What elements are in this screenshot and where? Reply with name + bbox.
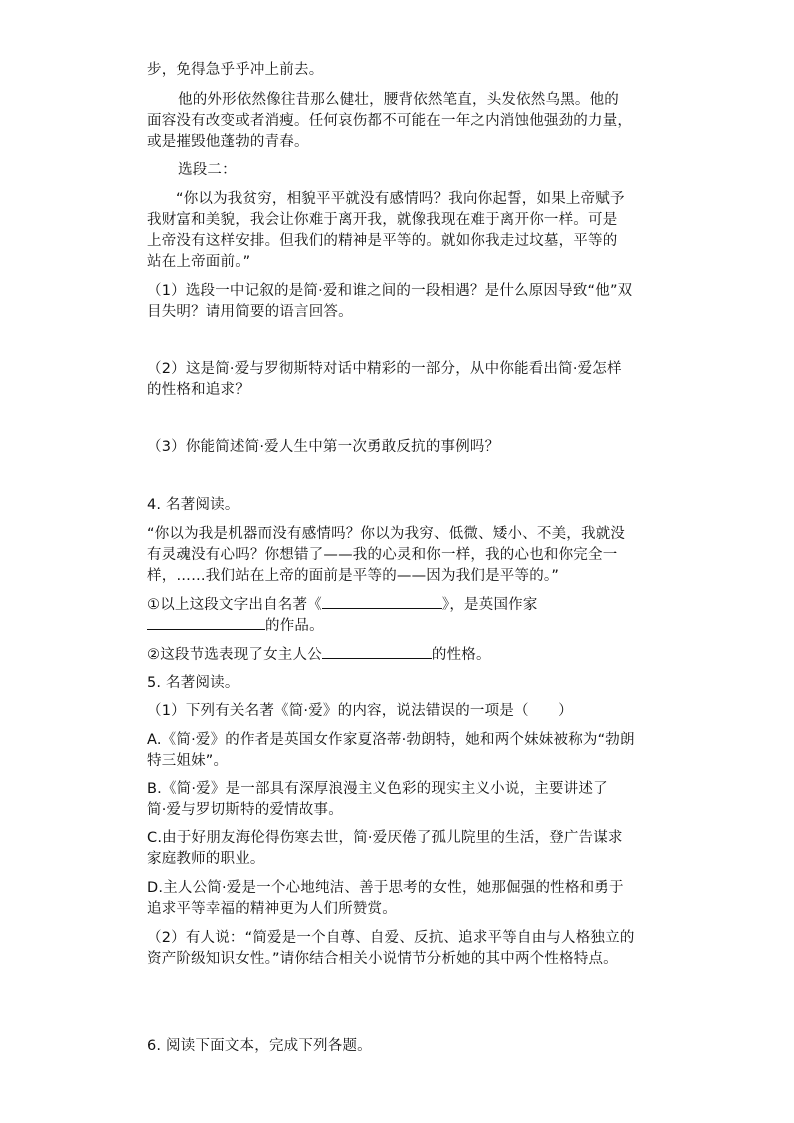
quote-line: “你以为我是机器而没有感情吗？你以为我穷、低微、矮小、不美，我就没 bbox=[147, 526, 626, 542]
answer-blank[interactable] bbox=[322, 644, 432, 659]
paragraph-line: 他的外形依然像往昔那么健壮，腰背依然笔直，头发依然乌黑。他的 bbox=[178, 92, 619, 108]
question-line: 目失明？请用简要的语言回答。 bbox=[147, 304, 353, 320]
fill-text: ①以上这段文字出自名著《 bbox=[147, 597, 322, 613]
paragraph-line: 站在上帝面前。” bbox=[147, 254, 251, 270]
paragraph-line: 步，免得急乎乎冲上前去。 bbox=[147, 62, 324, 78]
option-d-line: D.主人公简·爱是一个心地纯洁、善于思考的女性，她那倔强的性格和勇于 bbox=[147, 880, 624, 896]
fill-text: ②这段节选表现了女主人公 bbox=[147, 647, 322, 663]
option-b-line: B.《简·爱》是一部具有深厚浪漫主义色彩的现实主义小说，主要讲述了 bbox=[147, 781, 608, 797]
question-line: 的性格和追求？ bbox=[147, 382, 250, 398]
fill-question-1-cont bbox=[147, 615, 324, 636]
fill-text: 的作品。 bbox=[265, 618, 324, 634]
fill-question-2 bbox=[147, 644, 491, 665]
question-line: （3）你能简述简·爱人生中第一次勇敢反抗的事例吗？ bbox=[147, 439, 500, 455]
fill-question-1 bbox=[147, 594, 538, 615]
option-c-line: 家庭教师的职业。 bbox=[147, 851, 265, 867]
option-b-line: 简·爱与罗切斯特的爱情故事。 bbox=[147, 802, 343, 818]
paragraph-line: “你以为我贫穷，相貌平平就没有感情吗？我向你起誓，如果上帝赋予 bbox=[176, 191, 625, 207]
question-line: （1）下列有关名著《简·爱》的内容，说法错误的一项是（ ） bbox=[147, 703, 573, 719]
option-a-line: 特三姐妹”。 bbox=[147, 753, 229, 769]
paragraph-line: 面容没有改变或者消瘦。任何哀伤都不可能在一年之内消蚀他强劲的力量， bbox=[147, 113, 633, 129]
section-heading: 4. 名著阅读。 bbox=[147, 497, 240, 513]
section-heading: 6. 阅读下面文本，完成下列各题。 bbox=[147, 1038, 372, 1054]
option-d-line: 追求平等幸福的精神更为人们所赞赏。 bbox=[147, 901, 397, 917]
answer-blank[interactable] bbox=[147, 615, 265, 630]
paragraph-line: 我财富和美貌，我会让你难于离开我，就像我现在难于离开你一样。可是 bbox=[147, 212, 618, 228]
quote-line: 样，……我们站在上帝的面前是平等的——因为我们是平等的。” bbox=[147, 568, 560, 584]
section-label: 选段二： bbox=[178, 162, 237, 178]
option-c-line: C.由于好朋友海伦得伤寒去世，简·爱厌倦了孤儿院里的生活，登广告谋求 bbox=[147, 830, 623, 846]
fill-text: 的性格。 bbox=[431, 647, 491, 663]
question-line: （1）选段一中记叙的是简·爱和谁之间的一段相遇？是什么原因导致“他”双 bbox=[147, 283, 633, 299]
question-line: （2）有人说：“简爱是一个自尊、自爱、反抗、追求平等自由与人格独立的 bbox=[147, 930, 635, 946]
paragraph-line: 上帝没有这样安排。但我们的精神是平等的。就如你我走过坟墓，平等的 bbox=[147, 233, 618, 249]
question-line: （2）这是简·爱与罗彻斯特对话中精彩的一部分，从中你能看出简·爱怎样 bbox=[147, 361, 622, 377]
option-a-line: A.《简·爱》的作者是英国女作家夏洛蒂·勃朗特，她和两个妹妹被称为“勃朗 bbox=[147, 732, 635, 748]
section-heading: 5. 名著阅读。 bbox=[147, 675, 240, 691]
paragraph-line: 或是摧毁他蓬勃的青春。 bbox=[147, 134, 309, 150]
answer-blank[interactable] bbox=[322, 594, 442, 609]
question-line: 资产阶级知识女性。”请你结合相关小说情节分析她的其中两个性格特点。 bbox=[147, 951, 618, 967]
quote-line: 有灵魂没有心吗？你想错了——我的心灵和你一样，我的心也和你完全一 bbox=[147, 547, 618, 563]
fill-text: 》，是英国作家 bbox=[441, 597, 538, 613]
